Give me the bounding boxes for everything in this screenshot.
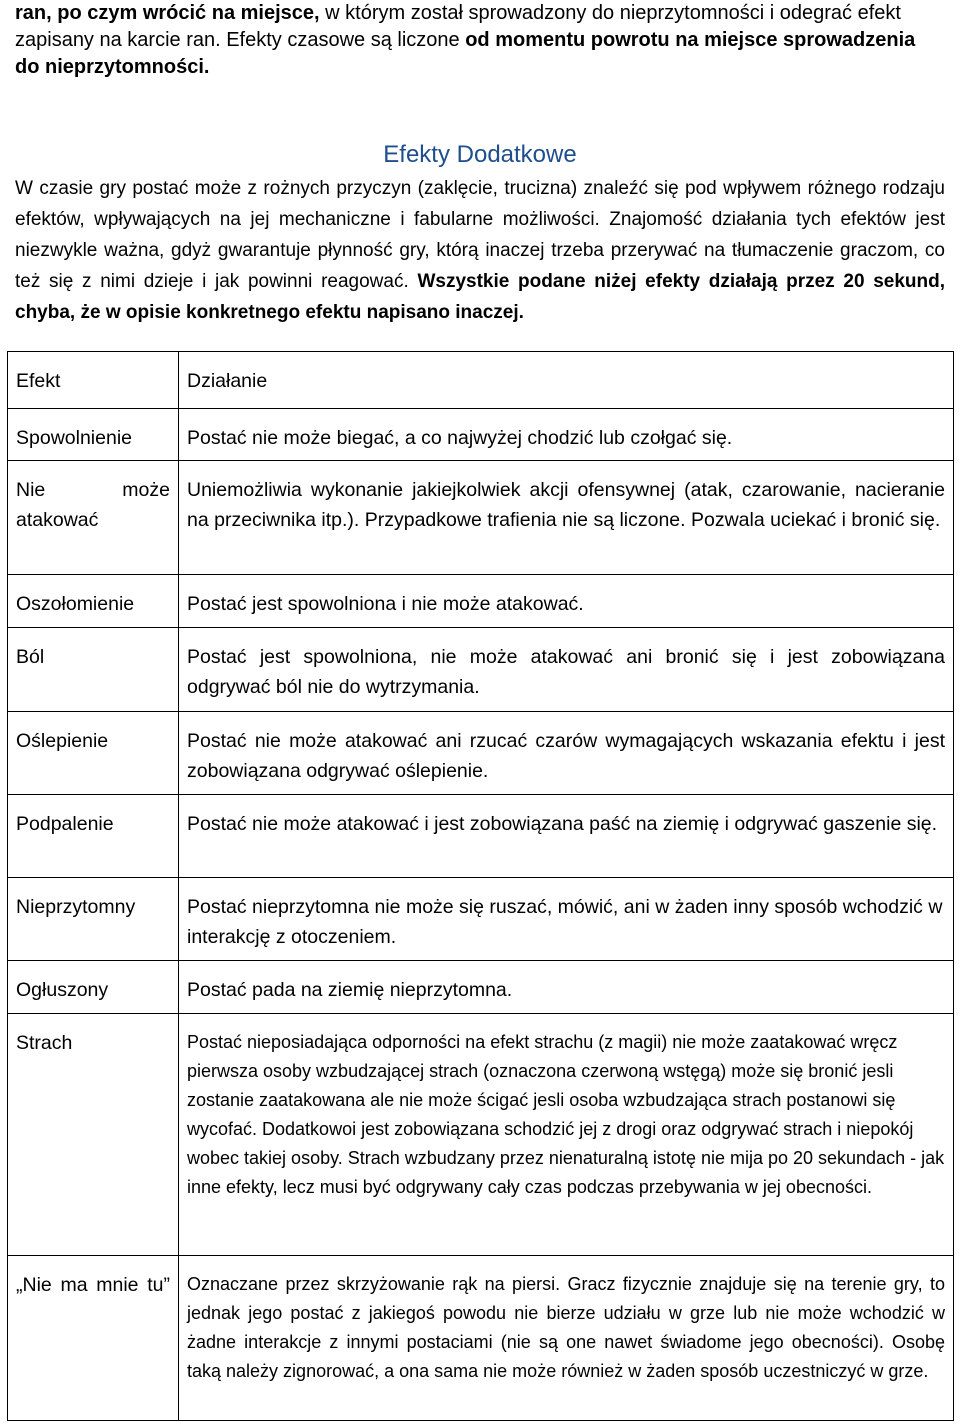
effect-action: Postać nie może atakować i jest zobowiązana paść na ziemię i odgrywać gaszenie się. <box>179 795 954 878</box>
effect-action: Uniemożliwia wykonanie jakiejkolwiek akcji ofensywnej (atak, czarowanie, nacieranie na przeciwnika itp.). Przypadkowe trafienia nie są liczone. Pozwala uciekać i bronić się. <box>179 461 954 575</box>
effects-table <box>7 351 954 1421</box>
intro-text: w którym został sprowadzony do nieprzytomności i odegrać efekt zapisany na karcie ran. Efekty czasowe są liczone <box>15 2 901 51</box>
section-description <box>15 173 945 328</box>
effect-action: Postać nie może biegać, a co najwyżej chodzić lub czołgać się. <box>179 409 954 461</box>
table-row <box>8 628 954 712</box>
intro-bold-end: od momentu powrotu na miejsce sprowadzenia do nieprzytomności. <box>15 29 916 78</box>
header-action: Działanie <box>179 352 954 409</box>
effect-name: Oszołomienie <box>8 575 179 628</box>
table-row <box>8 712 954 795</box>
effect-name: Nieprzytomny <box>8 878 179 961</box>
table-row <box>8 878 954 961</box>
table-row <box>8 961 954 1014</box>
effect-action: Postać pada na ziemię nieprzytomna. <box>179 961 954 1014</box>
table-row <box>8 575 954 628</box>
effect-action: Postać jest spowolniona i nie może atakować. <box>179 575 954 628</box>
table-header-row <box>8 352 954 409</box>
effect-name: Nie może atakować <box>8 461 179 575</box>
section-body: W czasie gry postać może z rożnych przyczyn (zaklęcie, trucizna) znaleźć się pod wpływem różnego rodzaju efektów, wpływających na jej mechaniczne i fabularne możliwości. Znajomość działania tych efektów jest niezwykle ważna, gdyż gwarantuje płynność gry, którą inaczej trzeba przerywać na tłumaczenie graczom, co też się z nimi dzieje i jak powinni reagować. <box>15 178 945 292</box>
table-row <box>8 409 954 461</box>
effect-name: Podpalenie <box>8 795 179 878</box>
effect-action: Postać nie może atakować ani rzucać czarów wymagających wskazania efektu i jest zobowiązana odgrywać oślepienie. <box>179 712 954 795</box>
effect-action: Postać nieprzytomna nie może się ruszać, mówić, ani w żaden inny sposób wchodzić w interakcję z otoczeniem. <box>179 878 954 961</box>
table-row <box>8 795 954 878</box>
effect-action: Postać nieposiadająca odporności na efekt strachu (z magii) nie może zaatakować wręcz pierwsza osoby wzbudzającej strach (oznaczona czerwoną wstęgą) może się bronić jesli zostanie zaatakowana ale nie może ścigać jesli osoba wzbudzająca strach postanowi się wycofać. Dodatkowoi jest zobowiązana schodzić jej z drogi oraz odgrywać strach i niepokój wobec takiej osoby. Strach wzbudzany przez nienaturalną istotę nie mija po 20 sekundach - jak inne efekty, lecz musi być odgrywany cały czas podczas przebywania w jej obecności. <box>179 1014 954 1256</box>
effect-name: Oślepienie <box>8 712 179 795</box>
effect-action: Postać jest spowolniona, nie może atakować ani bronić się i jest zobowiązana odgrywać ból nie do wytrzymania. <box>179 628 954 712</box>
effect-name: Ogłuszony <box>8 961 179 1014</box>
header-effect: Efekt <box>8 352 179 409</box>
table-row <box>8 461 954 575</box>
section-body-bold: Wszystkie podane niżej efekty działają przez 20 sekund, chyba, że w opisie konkretnego efektu napisano inaczej. <box>15 271 945 323</box>
effect-name: „Nie ma mnie tu” <box>8 1256 179 1421</box>
table-row <box>8 1256 954 1421</box>
section-title: Efekty Dodatkowe <box>383 141 577 168</box>
table-row <box>8 1014 954 1256</box>
effect-name: Ból <box>8 628 179 712</box>
effect-name: Spowolnienie <box>8 409 179 461</box>
effect-action: Oznaczane przez skrzyżowanie rąk na piersi. Gracz fizycznie znajduje się na terenie gry, to jednak jego postać z jakiegoś powodu nie bierze udziału w grze lub nie może wchodzić w żadne interakcje z innymi postaciami (nie są one nawet świadome jego obecności). Osobę taką należy zignorować, a ona sama nie może również w żaden sposób uczestniczyć w grze. <box>179 1256 954 1421</box>
effect-name: Strach <box>8 1014 179 1256</box>
intro-bold-start: ran, po czym wrócić na miejsce, <box>15 2 320 24</box>
intro-paragraph <box>15 0 945 81</box>
